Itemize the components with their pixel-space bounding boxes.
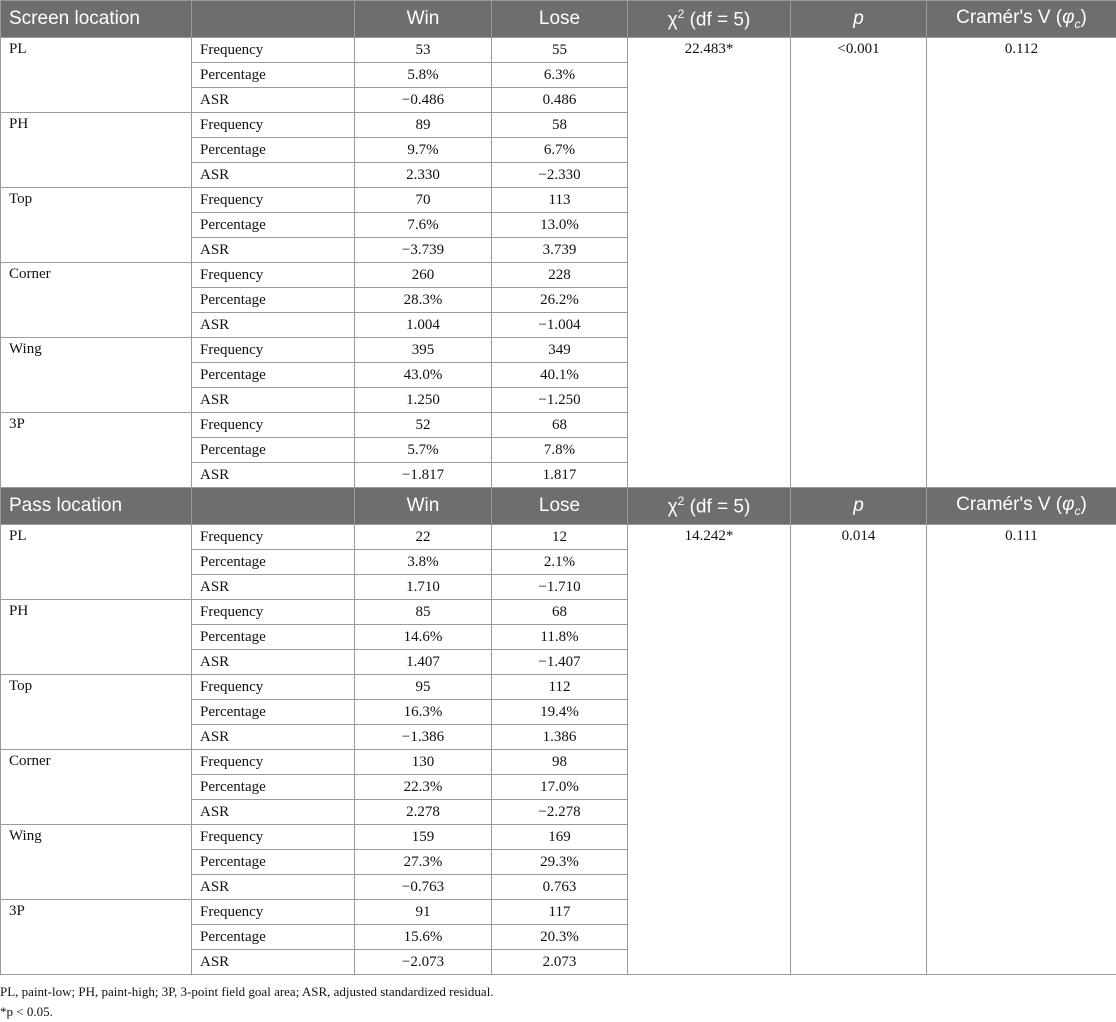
lose-value: −2.278 xyxy=(492,800,628,825)
measure-label: ASR xyxy=(192,875,355,900)
measure-label: Frequency xyxy=(192,525,355,550)
measure-label: Percentage xyxy=(192,63,355,88)
p-value: <0.001 xyxy=(791,38,927,488)
measure-label: Frequency xyxy=(192,675,355,700)
lose-value: −1.407 xyxy=(492,650,628,675)
footnote-significance: *p < 0.05. xyxy=(0,1002,494,1022)
measure-label: Percentage xyxy=(192,438,355,463)
win-value: −1.817 xyxy=(355,463,492,488)
group-label: Wing xyxy=(1,825,192,900)
measure-label: Percentage xyxy=(192,925,355,950)
lose-value: −1.250 xyxy=(492,388,628,413)
win-value: 3.8% xyxy=(355,550,492,575)
win-value: 52 xyxy=(355,413,492,438)
win-value: 27.3% xyxy=(355,850,492,875)
measure-label: ASR xyxy=(192,950,355,975)
win-value: 95 xyxy=(355,675,492,700)
lose-value: 1.817 xyxy=(492,463,628,488)
measure-label: ASR xyxy=(192,800,355,825)
lose-value: 29.3% xyxy=(492,850,628,875)
header-chi-square: $\chi^2$ (df = 5) xyxy=(628,1,791,38)
header-chi-square: $\chi^2$ (df = 5) xyxy=(628,488,791,525)
cramers-v-value: 0.112 xyxy=(927,38,1116,488)
win-value: 1.407 xyxy=(355,650,492,675)
lose-value: 112 xyxy=(492,675,628,700)
lose-value: 55 xyxy=(492,38,628,63)
win-value: 22.3% xyxy=(355,775,492,800)
win-value: 85 xyxy=(355,600,492,625)
win-value: 53 xyxy=(355,38,492,63)
table-row xyxy=(1,38,1116,63)
measure-label: Frequency xyxy=(192,900,355,925)
header-lose: Lose xyxy=(492,1,628,38)
win-value: 15.6% xyxy=(355,925,492,950)
group-label: PL xyxy=(1,525,192,600)
measure-label: Frequency xyxy=(192,413,355,438)
lose-value: 6.3% xyxy=(492,63,628,88)
group-label: Wing xyxy=(1,338,192,413)
win-value: 7.6% xyxy=(355,213,492,238)
measure-label: Percentage xyxy=(192,550,355,575)
lose-value: 20.3% xyxy=(492,925,628,950)
lose-value: 6.7% xyxy=(492,138,628,163)
p-value: 0.014 xyxy=(791,525,927,975)
win-value: 14.6% xyxy=(355,625,492,650)
group-label: 3P xyxy=(1,900,192,975)
win-value: 16.3% xyxy=(355,700,492,725)
win-value: −1.386 xyxy=(355,725,492,750)
measure-label: Percentage xyxy=(192,700,355,725)
measure-label: Percentage xyxy=(192,288,355,313)
section-header-row xyxy=(1,1,1116,38)
lose-value: 349 xyxy=(492,338,628,363)
section-title: Screen location xyxy=(1,1,192,38)
section-header-row xyxy=(1,488,1116,525)
win-value: 1.004 xyxy=(355,313,492,338)
table-footnotes xyxy=(0,982,494,1022)
lose-value: 13.0% xyxy=(492,213,628,238)
group-label: Corner xyxy=(1,750,192,825)
header-p-value: p xyxy=(791,1,927,38)
lose-value: 0.763 xyxy=(492,875,628,900)
lose-value: −2.330 xyxy=(492,163,628,188)
header-cramers-v: Cramér's V $(\varphi_c)$ xyxy=(927,488,1116,525)
lose-value: 1.386 xyxy=(492,725,628,750)
win-value: 70 xyxy=(355,188,492,213)
measure-label: ASR xyxy=(192,238,355,263)
win-value: −3.739 xyxy=(355,238,492,263)
win-value: 395 xyxy=(355,338,492,363)
measure-label: Frequency xyxy=(192,38,355,63)
win-value: 91 xyxy=(355,900,492,925)
lose-value: 2.073 xyxy=(492,950,628,975)
section-title: Pass location xyxy=(1,488,192,525)
measure-label: ASR xyxy=(192,163,355,188)
win-value: 260 xyxy=(355,263,492,288)
win-value: 89 xyxy=(355,113,492,138)
measure-label: ASR xyxy=(192,388,355,413)
lose-value: 169 xyxy=(492,825,628,850)
win-value: 9.7% xyxy=(355,138,492,163)
measure-label: Frequency xyxy=(192,338,355,363)
lose-value: 3.739 xyxy=(492,238,628,263)
lose-value: 11.8% xyxy=(492,625,628,650)
lose-value: 7.8% xyxy=(492,438,628,463)
win-value: −0.763 xyxy=(355,875,492,900)
measure-label: Percentage xyxy=(192,138,355,163)
measure-label: Frequency xyxy=(192,825,355,850)
lose-value: 58 xyxy=(492,113,628,138)
measure-label: Frequency xyxy=(192,263,355,288)
measure-label: Percentage xyxy=(192,363,355,388)
lose-value: 68 xyxy=(492,413,628,438)
lose-value: 12 xyxy=(492,525,628,550)
group-label: 3P xyxy=(1,413,192,488)
win-value: 28.3% xyxy=(355,288,492,313)
header-lose: Lose xyxy=(492,488,628,525)
win-value: 43.0% xyxy=(355,363,492,388)
measure-label: ASR xyxy=(192,463,355,488)
measure-label: Frequency xyxy=(192,750,355,775)
win-value: 2.330 xyxy=(355,163,492,188)
win-value: 5.8% xyxy=(355,63,492,88)
lose-value: 98 xyxy=(492,750,628,775)
group-label: PL xyxy=(1,38,192,113)
header-blank xyxy=(192,1,355,38)
table-row xyxy=(1,525,1116,550)
lose-value: −1.004 xyxy=(492,313,628,338)
lose-value: 2.1% xyxy=(492,550,628,575)
win-value: 1.710 xyxy=(355,575,492,600)
win-value: 130 xyxy=(355,750,492,775)
win-value: −2.073 xyxy=(355,950,492,975)
lose-value: 26.2% xyxy=(492,288,628,313)
group-label: PH xyxy=(1,113,192,188)
measure-label: Percentage xyxy=(192,775,355,800)
header-win: Win xyxy=(355,488,492,525)
lose-value: 17.0% xyxy=(492,775,628,800)
header-p-value: p xyxy=(791,488,927,525)
group-label: Top xyxy=(1,188,192,263)
measure-label: ASR xyxy=(192,575,355,600)
measure-label: Percentage xyxy=(192,213,355,238)
lose-value: 0.486 xyxy=(492,88,628,113)
measure-label: Percentage xyxy=(192,625,355,650)
header-cramers-v: Cramér's V $(\varphi_c)$ xyxy=(927,1,1116,38)
measure-label: ASR xyxy=(192,650,355,675)
win-value: 2.278 xyxy=(355,800,492,825)
measure-label: ASR xyxy=(192,313,355,338)
lose-value: 228 xyxy=(492,263,628,288)
chi-square-value: 14.242* xyxy=(628,525,791,975)
lose-value: −1.710 xyxy=(492,575,628,600)
measure-label: Percentage xyxy=(192,850,355,875)
lose-value: 117 xyxy=(492,900,628,925)
win-value: 1.250 xyxy=(355,388,492,413)
measure-label: Frequency xyxy=(192,188,355,213)
measure-label: ASR xyxy=(192,725,355,750)
win-value: −0.486 xyxy=(355,88,492,113)
lose-value: 19.4% xyxy=(492,700,628,725)
win-value: 159 xyxy=(355,825,492,850)
footnote-abbreviations: PL, paint-low; PH, paint-high; 3P, 3-point field goal area; ASR, adjusted standardized residual. xyxy=(0,982,494,1002)
lose-value: 40.1% xyxy=(492,363,628,388)
lose-value: 68 xyxy=(492,600,628,625)
group-label: Corner xyxy=(1,263,192,338)
header-blank xyxy=(192,488,355,525)
group-label: PH xyxy=(1,600,192,675)
results-table-body xyxy=(1,1,1116,975)
win-value: 22 xyxy=(355,525,492,550)
lose-value: 113 xyxy=(492,188,628,213)
cramers-v-value: 0.111 xyxy=(927,525,1116,975)
measure-label: Frequency xyxy=(192,600,355,625)
measure-label: ASR xyxy=(192,88,355,113)
win-value: 5.7% xyxy=(355,438,492,463)
chi-square-value: 22.483* xyxy=(628,38,791,488)
group-label: Top xyxy=(1,675,192,750)
measure-label: Frequency xyxy=(192,113,355,138)
header-win: Win xyxy=(355,1,492,38)
